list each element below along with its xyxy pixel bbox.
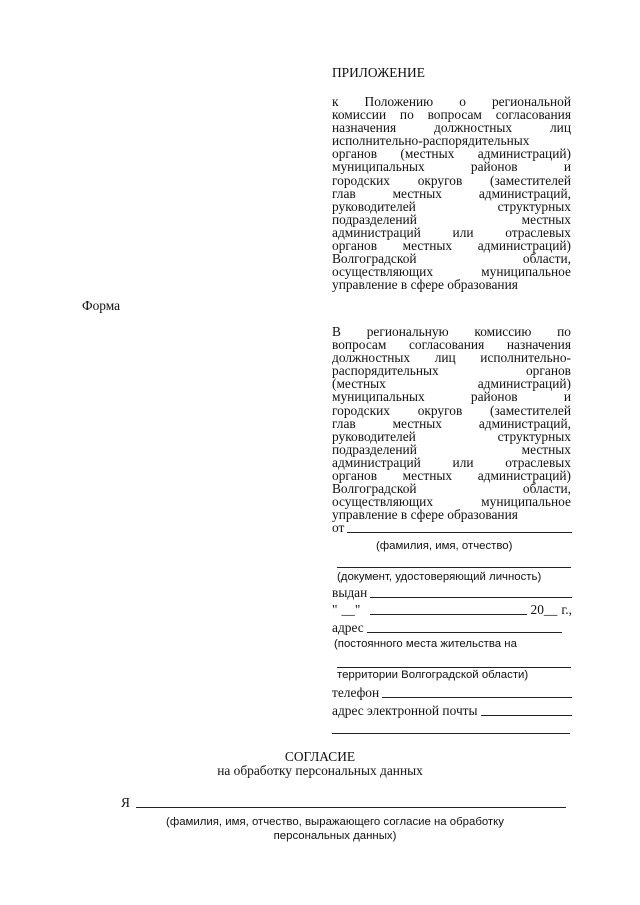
addressee-line: осуществляющих муниципальное xyxy=(332,494,571,510)
document-line[interactable] xyxy=(337,567,571,568)
email-line[interactable] xyxy=(481,715,572,716)
address-label: адрес xyxy=(332,620,364,635)
appendix-line: органов (местных администраций) xyxy=(332,146,571,162)
consent-name-line[interactable] xyxy=(136,807,566,808)
phone-label: телефон xyxy=(332,685,380,700)
appendix-line: комиссии по вопросам согласования xyxy=(332,107,571,123)
appendix-block xyxy=(332,95,571,291)
date-field[interactable] xyxy=(332,602,572,618)
addressee-line: распорядительных органов xyxy=(332,363,571,379)
appendix-title: ПРИЛОЖЕНИЕ xyxy=(332,65,425,80)
consent-i-label: Я xyxy=(121,795,130,810)
address-line[interactable] xyxy=(367,632,562,633)
issued-label: выдан xyxy=(332,585,368,600)
issued-field[interactable] xyxy=(332,585,572,601)
date-year-blank[interactable]: __ xyxy=(543,602,558,617)
appendix-line: городских округов (заместителей xyxy=(332,172,571,188)
consent-subtitle: на обработку персональных данных xyxy=(217,763,423,778)
addressee-line: В региональную комиссию по xyxy=(332,324,571,339)
email-line-2[interactable] xyxy=(332,733,570,734)
appendix-line: назначения должностных лиц xyxy=(332,120,571,136)
date-day-blank[interactable]: __ xyxy=(341,602,355,617)
addressee-line: органов местных администраций) xyxy=(332,468,571,484)
addressee-line: муниципальных районов и xyxy=(332,389,571,405)
date-suffix: г., xyxy=(561,602,572,617)
addressee-line: Волгоградской области, xyxy=(332,481,571,497)
date-quote-close: " xyxy=(354,602,361,617)
addressee-line: (местных администраций) xyxy=(332,376,571,392)
phone-field[interactable] xyxy=(332,685,572,701)
appendix-line: муниципальных районов и xyxy=(332,159,571,175)
from-hint: (фамилия, имя, отчество) xyxy=(376,540,513,552)
from-line[interactable] xyxy=(347,532,572,533)
addressee-line: должностных лиц исполнительно- xyxy=(332,350,571,366)
date-year-prefix: 20 xyxy=(530,602,544,617)
from-field[interactable] xyxy=(332,520,572,536)
appendix-line: осуществляющих муниципальное xyxy=(332,264,571,280)
appendix-line: подразделений местных xyxy=(332,211,571,227)
consent-hint-1: (фамилия, имя, отчество, выражающего согласие на обработку xyxy=(166,816,504,828)
addressee-line: руководителей структурных xyxy=(332,428,571,444)
address-field[interactable] xyxy=(332,620,562,636)
addressee-line: подразделений местных xyxy=(332,441,571,457)
consent-hint-2: персональных данных) xyxy=(273,830,397,842)
issued-line[interactable] xyxy=(370,597,572,598)
addressee-line: вопросам согласования назначения xyxy=(332,337,571,353)
addressee-line: администраций или отраслевых xyxy=(332,454,571,470)
date-quote-open: " xyxy=(332,602,338,617)
address-hint-1: (постоянного места жительства на xyxy=(334,638,517,650)
email-field[interactable] xyxy=(332,703,572,719)
consent-name-field[interactable] xyxy=(121,795,566,811)
from-label: от xyxy=(332,520,345,535)
appendix-line: администраций или отраслевых xyxy=(332,224,571,240)
addressee-block xyxy=(332,325,571,521)
appendix-line: руководителей структурных xyxy=(332,198,571,214)
addressee-line: управление в сфере образования xyxy=(332,507,518,523)
address-hint-2: территории Волгоградской области) xyxy=(337,669,529,681)
phone-line[interactable] xyxy=(382,697,572,698)
email-label: адрес электронной почты xyxy=(332,703,478,718)
appendix-line: управление в сфере образования xyxy=(332,277,518,293)
appendix-line: исполнительно-распорядительных xyxy=(332,133,530,149)
appendix-line: Волгоградской области, xyxy=(332,251,571,267)
appendix-line: органов местных администраций) xyxy=(332,238,571,254)
appendix-line: глав местных администраций, xyxy=(332,185,571,201)
date-month-line[interactable] xyxy=(370,614,526,615)
addressee-line: городских округов (заместителей xyxy=(332,402,571,418)
form-label: Форма xyxy=(82,298,121,313)
document-hint: (документ, удостоверяющий личность) xyxy=(337,571,542,583)
addressee-line: глав местных администраций, xyxy=(332,415,571,431)
appendix-line: к Положению о региональной xyxy=(332,94,571,109)
consent-title: СОГЛАСИЕ xyxy=(284,749,356,764)
